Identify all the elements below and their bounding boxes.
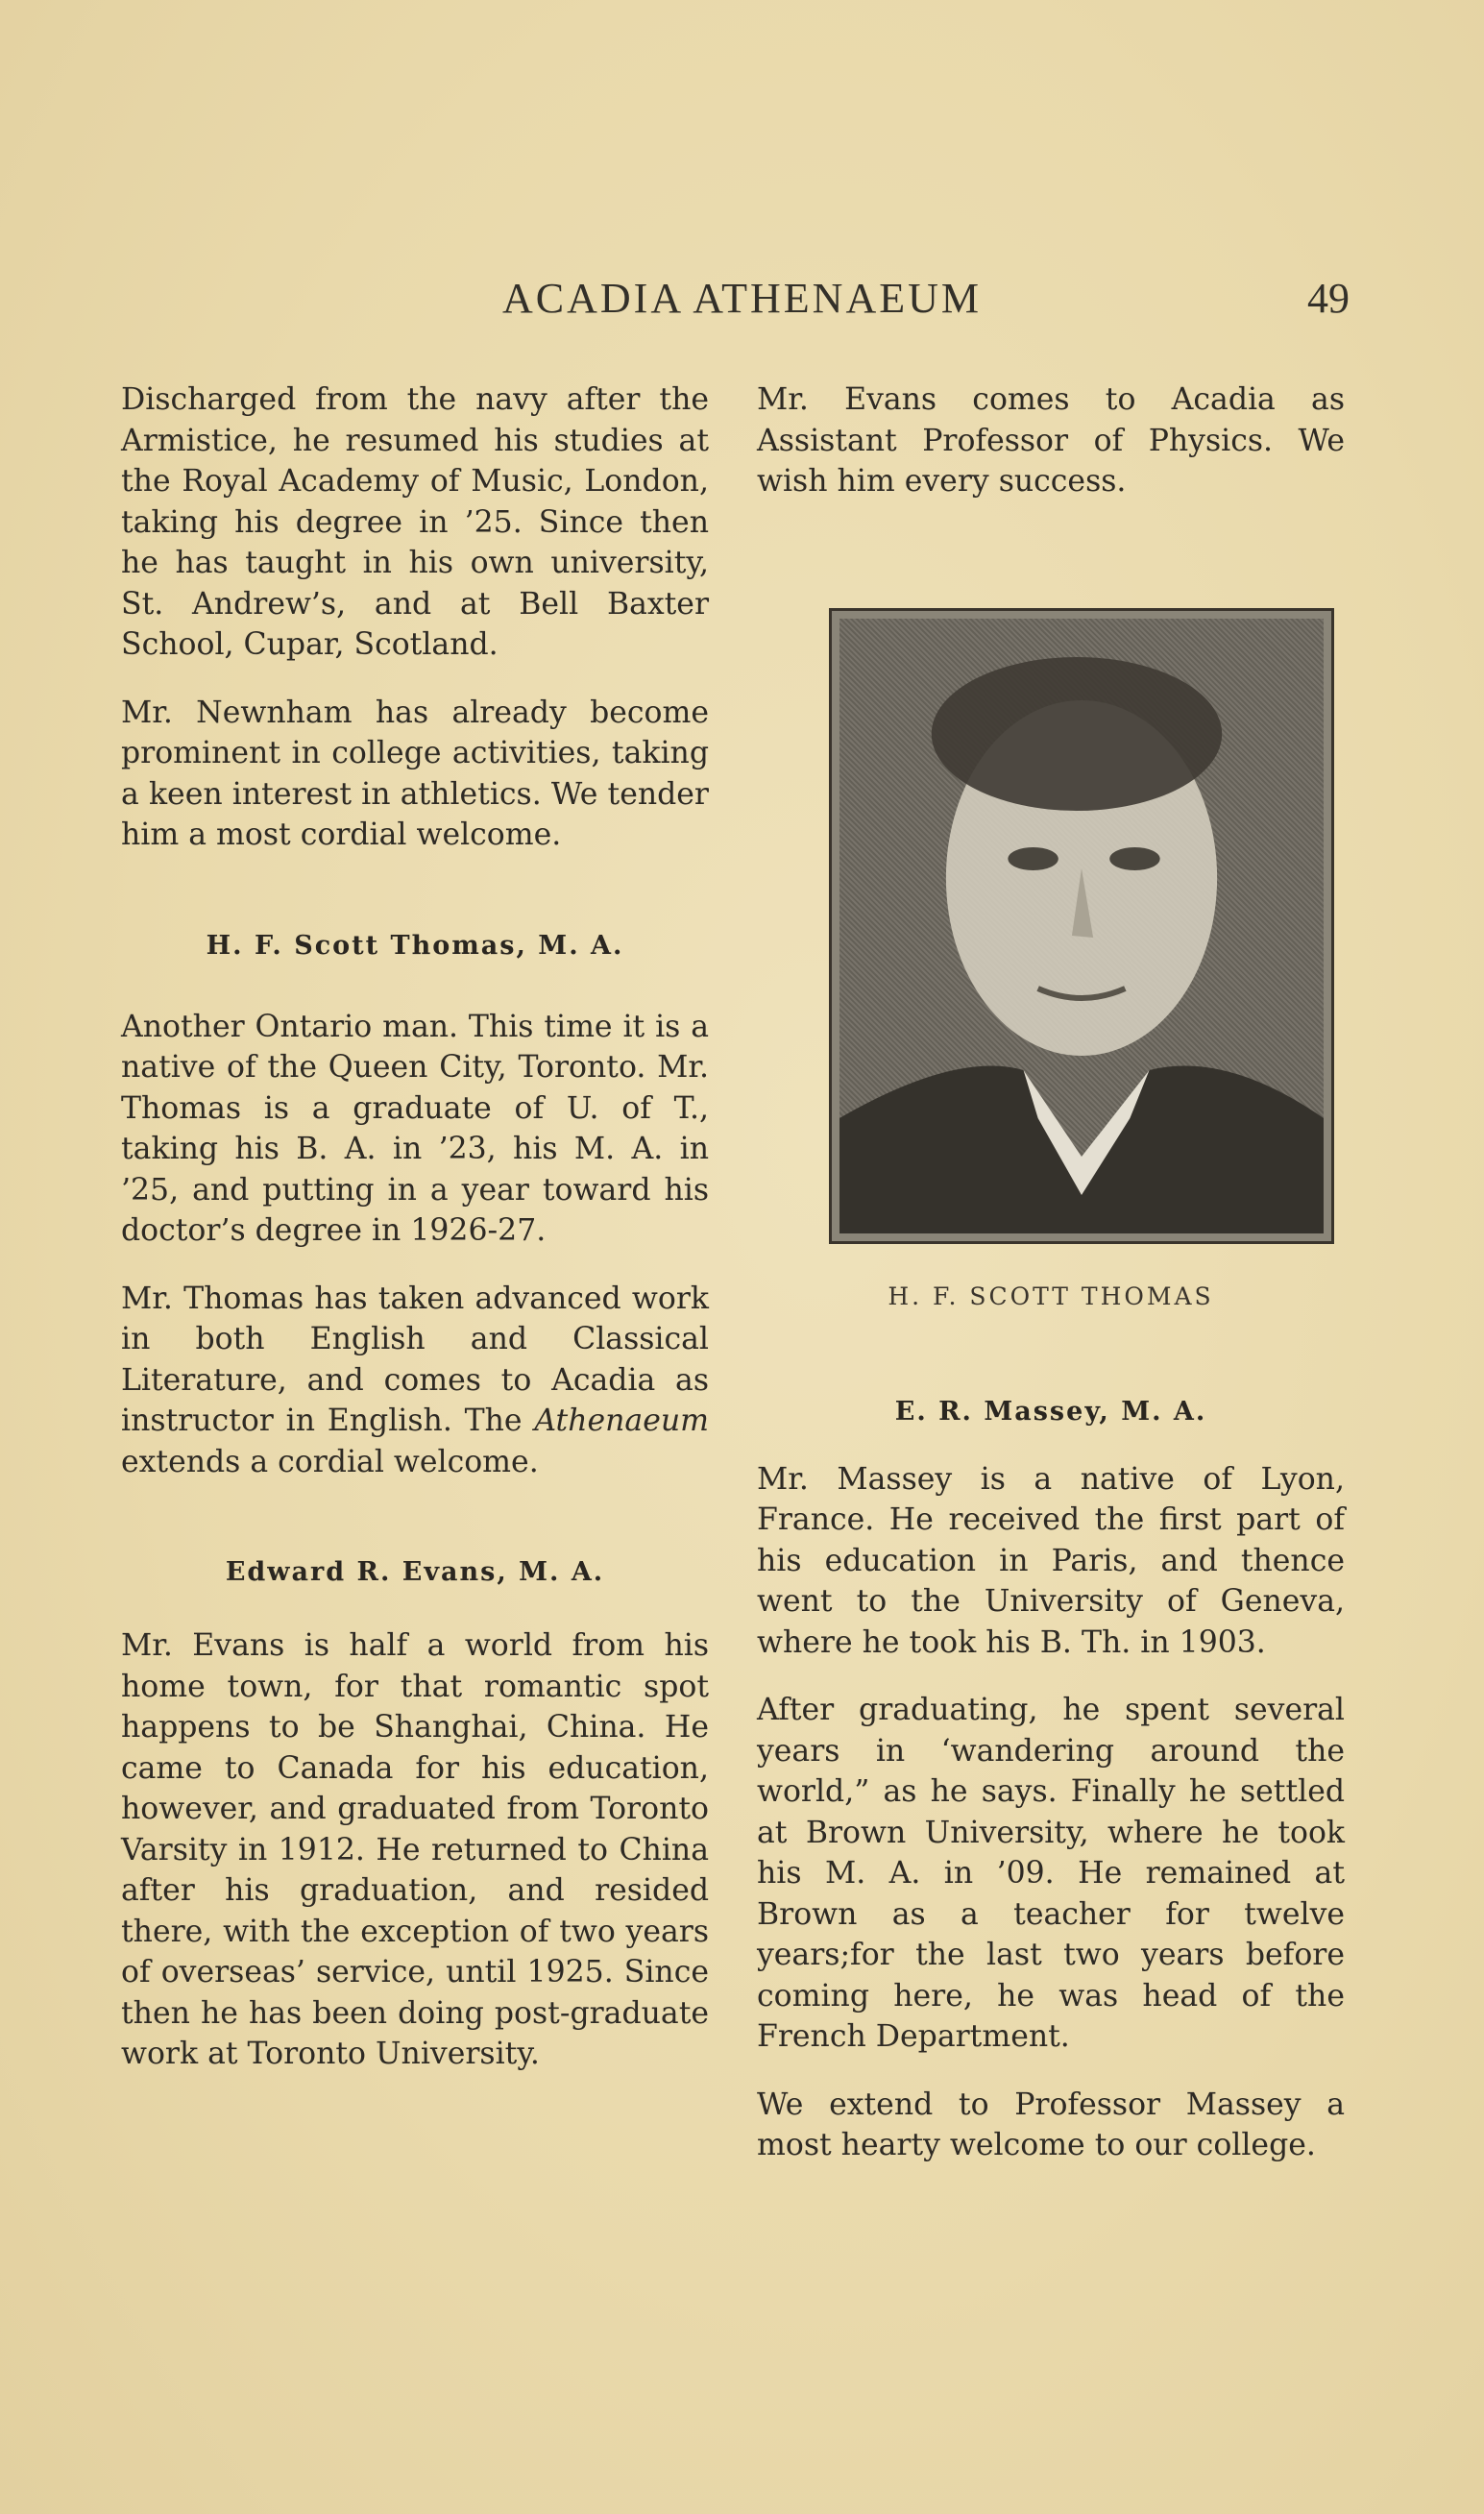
paragraph-thomas-origin: Another Ontario man. This time it is a native of the Queen City, Toronto. Mr. Thomas is a graduate of U. of T., taking his B. A. in ’23, his M. A. in ’25, and putting in a year toward his doctor’s degree in 1926-27. [121,1009,709,1248]
paragraph-newnham-welcome: Mr. Newnham has already become prominent in college activities, taking a keen interest in athletics. We tender him a most cordial welcome. [121,695,709,852]
right-column [757,379,1345,2166]
portrait-illustration [839,619,1324,1233]
portrait-photo [829,608,1334,1244]
heading-massey: E. R. Massey, M. A. [894,1396,1207,1427]
paragraph-thomas-work: Mr. Thomas has taken advanced work in both English and Classical Literature, and comes to Acadia as instructor in English. The Athenaeum extends a cordial welcome. [121,1281,709,1479]
portrait-image [839,619,1324,1233]
paragraph-newnham-career: Discharged from the navy after the Armistice, he resumed his studies at the Royal Academy of Music, London, taking his degree in ’25. Since then he has taught in his own university, St. Andrew’s, and at Bell Baxter School, Cupar, Scotland. [121,382,709,662]
heading-thomas: H. F. Scott Thomas, M. A. [206,930,624,961]
paragraph-massey-welcome: We extend to Professor Massey a most hearty welcome to our college. [757,2087,1345,2162]
heading-evans: Edward R. Evans, M. A. [225,1557,605,1587]
left-column [121,379,709,2075]
italic-athenaeum: Athenaeum [534,1403,709,1438]
photo-caption: H. F. SCOTT THOMAS [888,1281,1214,1310]
paragraph-evans-origin: Mr. Evans is half a world from his home town, for that romantic spot happens to be Shanghai, China. He came to Canada for his education, however, and graduated from Toronto Varsity in 1912. He returned to China after his graduation, and resided there, with the exception of two years of overseas’ service, until 1925. Since then he has been doing post-graduate work at Toronto University. [121,1628,709,2071]
paragraph-massey-origin: Mr. Massey is a native of Lyon, France. He received the first part of his education in Paris, and thence went to the University of Geneva, where he took his B. Th. in 1903. [757,1461,1345,1660]
paragraph-evans-appointment: Mr. Evans comes to Acadia as Assistant Professor of Physics. We wish him every success. [757,382,1345,499]
running-header: ACADIA ATHENAEUM [502,275,982,322]
paragraph-massey-career: After graduating, he spent several years in ‘wandering around the world,” as he says. Finally he settled at Brown University, where he took his M. A. in ’09. He remained at Brown as a teacher for twelve years;for the last two years before coming here, he was head of the French Department. [757,1693,1345,2054]
page-number: 49 [1307,275,1350,322]
